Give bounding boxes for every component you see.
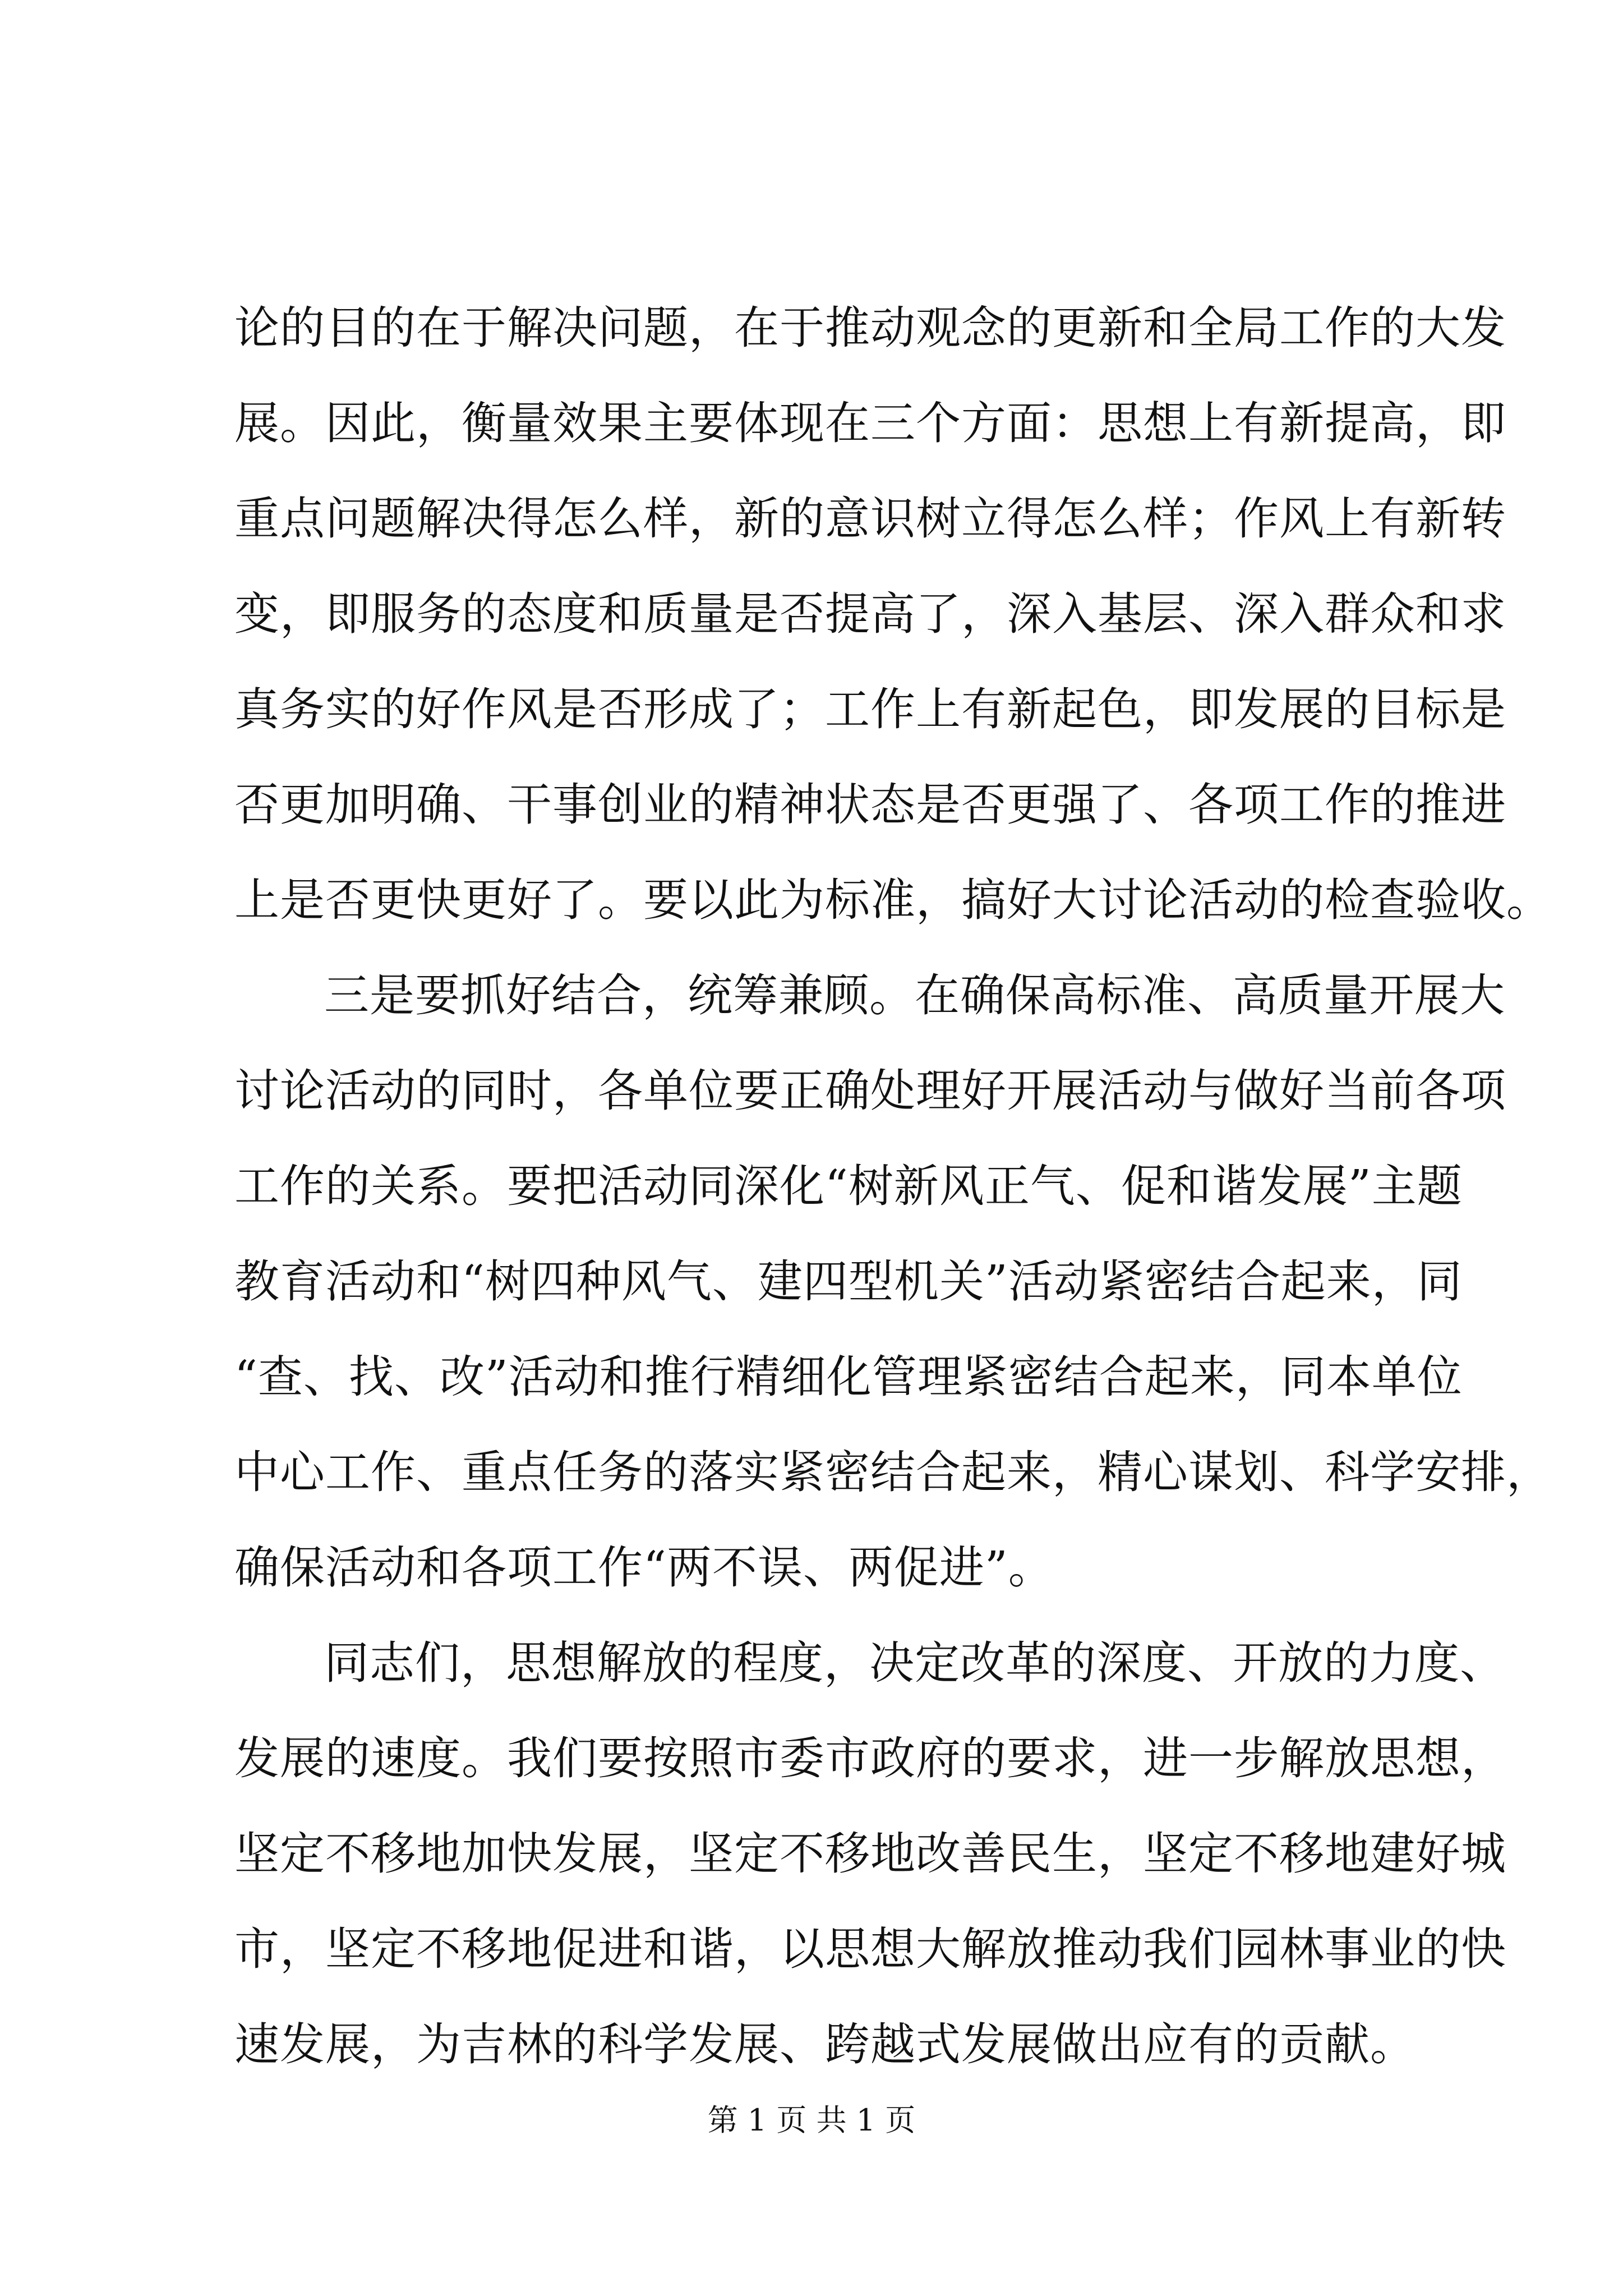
document-body [234,280,1552,2092]
text-line: 速发展，为吉林的科学发展、跨越式发展做出应有的贡献。 [234,2018,1415,2070]
text-line: 重点问题解决得怎么样，新的意识树立得怎么样；作风上有新转 [234,493,1506,545]
paragraph-start-line: 三是要抓好结合，统筹兼顾。在确保高标准、高质量开展大 [324,969,1505,1022]
text-line: 教育活动和“树四种风气、建四型机关”活动紧密结合起来，同 [234,1255,1463,1308]
text-line: 确保活动和各项工作“两不误、两促进”。 [234,1542,1054,1594]
text-line: “查、找、改”活动和推行精细化管理紧密结合起来，同本单位 [234,1351,1463,1403]
text-line: 上是否更快更好了。要以此为标准，搞好大讨论活动的检查验收。 [234,874,1552,926]
text-line: 市，坚定不移地促进和谐，以思想大解放推动我们园林事业的快 [234,1923,1506,1975]
page-number-footer: 第 1 页 共 1 页 [707,2102,916,2138]
text-line: 讨论活动的同时，各单位要正确处理好开展活动与做好当前各项 [234,1065,1506,1117]
text-line: 展。因此，衡量效果主要体现在三个方面：思想上有新提高，即 [234,397,1506,449]
paragraph-start-line: 同志们，思想解放的程度，决定改革的深度、开放的力度、 [324,1637,1505,1689]
text-line: 工作的关系。要把活动同深化“树新风正气、促和谐发展”主题 [234,1160,1463,1212]
text-line: 变，即服务的态度和质量是否提高了，深入基层、深入群众和求 [234,588,1506,640]
text-line: 真务实的好作风是否形成了；工作上有新起色，即发展的目标是 [234,683,1506,735]
text-line: 论的目的在于解决问题，在于推动观念的更新和全局工作的大发 [234,302,1506,354]
text-line: 否更加明确、干事创业的精神状态是否更强了、各项工作的推进 [234,779,1506,831]
text-line: 发展的速度。我们要按照市委市政府的要求，进一步解放思想， [234,1732,1506,1784]
text-line: 坚定不移地加快发展，坚定不移地改善民生，坚定不移地建好城 [234,1828,1506,1880]
text-line: 中心工作、重点任务的落实紧密结合起来，精心谋划、科学安排， [234,1446,1552,1498]
